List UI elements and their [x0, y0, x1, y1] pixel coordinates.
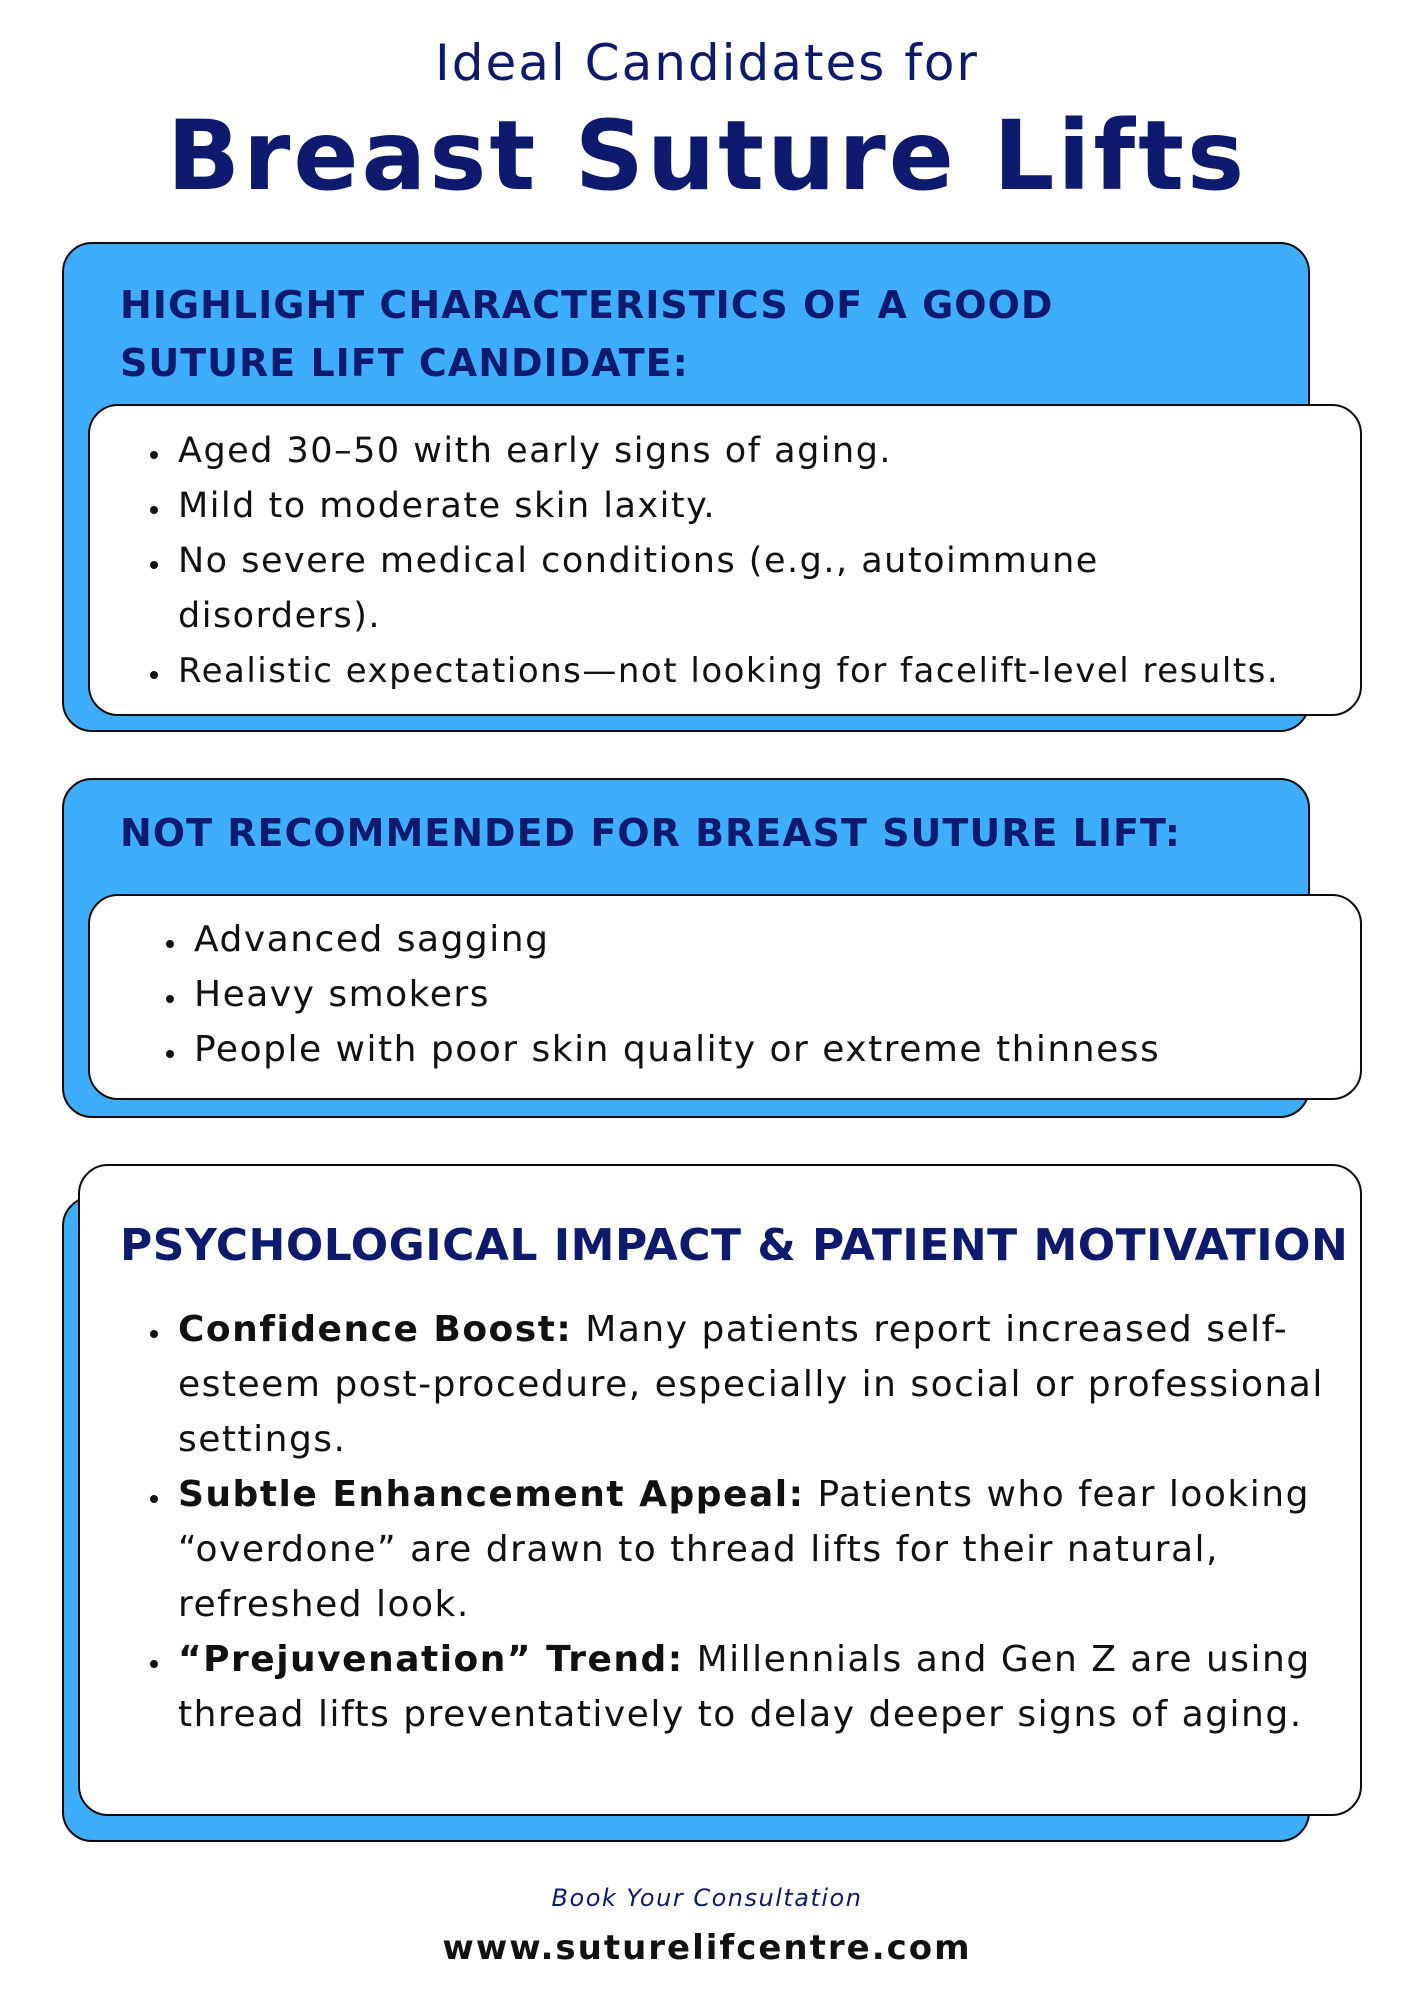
good-candidate-heading-line2: SUTURE LIFT CANDIDATE:	[120, 341, 689, 385]
good-candidate-heading-line1: HIGHLIGHT CHARACTERISTICS OF A GOOD	[120, 283, 1054, 327]
prejuvenation-label: “Prejuvenation” Trend:	[178, 1639, 684, 1680]
list-item	[172, 1467, 1372, 1632]
not-recommended-list	[146, 912, 1368, 1077]
list-item	[172, 1632, 1372, 1742]
list-item	[172, 1302, 1372, 1467]
list-item: • People with poor skin quality or extreme thinness	[188, 1022, 1368, 1077]
list-item: • Advanced sagging	[188, 912, 1368, 967]
list-item: • No severe medical conditions (e.g., autoimmune disorders).	[172, 534, 1372, 644]
good-candidate-heading	[120, 276, 1053, 392]
prejuvenation-text: Millennials and Gen Z are using thread lifts preventatively to delay deeper signs of aging.	[178, 1639, 1311, 1735]
page-title: Breast Suture Lifts	[166, 100, 1248, 212]
website-link[interactable]: www.suturelifcentre.com	[442, 1928, 972, 1968]
list-item: • Aged 30–50 with early signs of aging.	[172, 424, 1372, 479]
confidence-boost-text: Many patients report increased self-esteem post-procedure, especially in social or professional settings.	[178, 1309, 1324, 1460]
list-item: • Realistic expectations—not looking for facelift-level results.	[172, 644, 1372, 699]
psychological-list	[130, 1302, 1372, 1742]
confidence-boost-label: Confidence Boost:	[178, 1309, 573, 1350]
list-item: • Heavy smokers	[188, 967, 1368, 1022]
psychological-heading: PSYCHOLOGICAL IMPACT & PATIENT MOTIVATION	[120, 1220, 1349, 1271]
subtle-enhancement-label: Subtle Enhancement Appeal:	[178, 1474, 805, 1515]
subtle-enhancement-text: Patients who fear looking “overdone” are drawn to thread lifts for their natural, refreshed look.	[178, 1474, 1310, 1625]
book-consultation-text: Book Your Consultation	[551, 1884, 863, 1912]
page-subtitle: Ideal Candidates for	[435, 34, 979, 92]
list-item: • Mild to moderate skin laxity.	[172, 479, 1372, 534]
not-recommended-heading: NOT RECOMMENDED FOR BREAST SUTURE LIFT:	[120, 811, 1181, 855]
good-candidate-list	[130, 424, 1372, 699]
